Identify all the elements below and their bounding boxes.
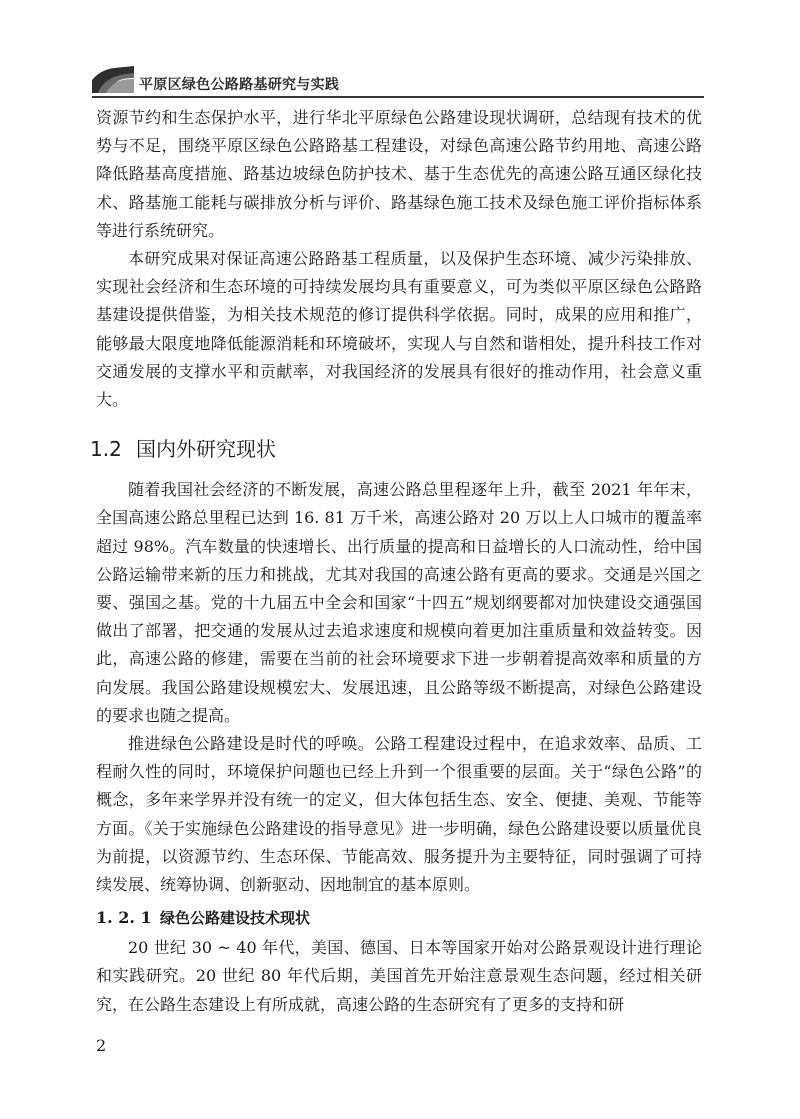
subsection-heading [96, 907, 702, 928]
header-divider [92, 96, 704, 98]
paragraph: 随着我国社会经济的不断发展，高速公路总里程逐年上升，截至 2021 年年末，全国高速公路总里程已达到 16. 81 万千米，高速公路对 20 万以上人口城市的覆盖率超过 98%。汽车数量的快速增长、出行质量的提高和日益增长的人口流动性，给中国公路运输带来新的压力和挑战，尤其对我国的高速公路有更高的要求。交通是兴国之要、强国之基。党的十九届五中全会和国家“十四五”规划纲要都对加快建设交通强国做出了部署，把交通的发展从过去追求速度和规模向着更加注重质量和效益转变。因此，高速公路的修建，需要在当前的社会环境要求下进一步朝着提高效率和质量的方向发展。我国公路建设规模宏大、发展迅速，且公路等级不断提高，对绿色公路建设的要求也随之提高。 [96, 480, 702, 725]
header-title: 平原区绿色公路路基研究与实践 [139, 77, 340, 93]
page-body [90, 104, 702, 1019]
road-logo-icon [92, 66, 134, 94]
paragraph: 20 世纪 30 ~ 40 年代，美国、德国、日本等国家开始对公路景观设计进行理论和实践研究。20 世纪 80 年代后期，美国首先开始注意景观生态问题，经过相关研究，在公路生态建设上有所成就，高速公路的生态研究有了更多的支持和研 [96, 938, 702, 1014]
subsection-number: 1. 2. 1 [96, 908, 152, 928]
paragraph: 资源节约和生态保护水平，进行华北平原绿色公路建设现状调研，总结现有技术的优势与不足，围绕平原区绿色公路路基工程建设，对绿色高速公路节约用地、高速公路降低路基高度措施、路基边坡绿色防护技术、基于生态优先的高速公路互通区绿化技术、路基施工能耗与碳排放分析与评价、路基绿色施工技术及绿色施工评价指标体系等进行系统研究。 [96, 108, 702, 240]
running-header [92, 66, 704, 98]
paragraph: 推进绿色公路建设是时代的呼唤。公路工程建设过程中，在追求效率、品质、工程耐久性的同时，环境保护问题也已经上升到一个很重要的层面。关于“绿色公路”的概念，多年来学界并没有统一的定义，但大体包括生态、安全、便捷、美观、节能等方面。《关于实施绿色公路建设的指导意见》进一步明确，绿色公路建设要以质量优良为前提，以资源节约、生态环保、节能高效、服务提升为主要特征，同时强调了可持续发展、统筹协调、创新驱动、因地制宜的基本原则。 [96, 734, 702, 895]
page-number: 2 [96, 1036, 107, 1055]
section-number: 1.2 [90, 437, 122, 462]
paragraph: 本研究成果对保证高速公路路基工程质量，以及保护生态环境、减少污染排放、实现社会经济和生态环境的可持续发展均具有重要意义，可为类似平原区绿色公路路基建设提供借鉴，为相关技术规范的修订提供科学依据。同时，成果的应用和推广，能够最大限度地降低能源消耗和环境破坏，实现人与自然和谐相处，提升科技工作对交通发展的支撑水平和贡献率，对我国经济的发展具有很好的推动作用，社会意义重大。 [96, 249, 702, 410]
section-title: 国内外研究现状 [136, 437, 276, 462]
section-heading [90, 433, 702, 462]
subsection-title: 绿色公路建设技术现状 [160, 909, 311, 928]
